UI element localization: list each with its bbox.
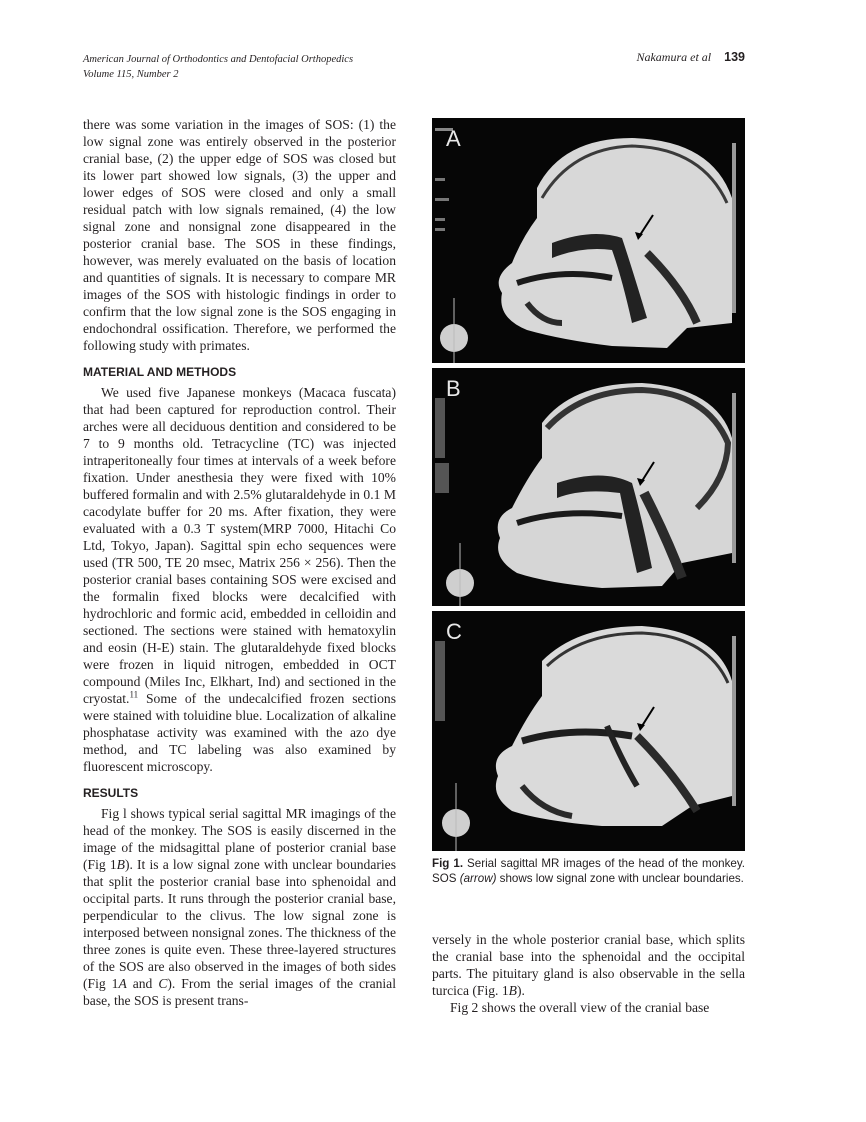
journal-title: American Journal of Orthodontics and Dentofacial Orthopedics <box>83 54 354 65</box>
results-text: ). From the serial images of the cranial base, the SOS is present trans- <box>83 976 396 1008</box>
section-heading-results: RESULTS <box>83 786 139 800</box>
journal-volume: Volume 115, Number 2 <box>83 69 179 80</box>
running-header-right <box>636 50 745 65</box>
section-heading-methods: MATERIAL AND METHODS <box>83 365 237 379</box>
results-paragraph <box>83 805 396 1009</box>
figure-ref-italic: C <box>158 976 168 991</box>
results-continuation <box>432 931 745 999</box>
mri-sagittal-image <box>432 611 745 851</box>
results-text: and <box>126 976 159 991</box>
figure-ref-italic: B <box>116 857 125 872</box>
reference-superscript: 11 <box>129 689 139 700</box>
figure-caption <box>432 856 745 886</box>
mri-panel-a <box>432 118 745 363</box>
body-text: ). <box>516 983 525 998</box>
panel-label: C <box>446 619 462 644</box>
mri-sagittal-image <box>432 368 745 606</box>
running-header-journal <box>83 52 353 82</box>
figure-ref-italic: B <box>508 983 517 998</box>
mri-panel-b <box>432 368 745 606</box>
methods-paragraph <box>83 384 396 775</box>
panel-label: A <box>446 126 461 151</box>
caption-label: Fig 1. <box>432 857 464 870</box>
caption-text: Serial sagittal MR images of the head of the monkey. SOS <box>432 857 745 885</box>
right-column <box>432 931 745 1016</box>
mri-sagittal-image <box>432 118 745 363</box>
author-name: Nakamura et al <box>636 50 712 64</box>
left-column <box>83 116 396 1009</box>
results-text: Fig l shows typical serial sagittal MR imagings of the head of the monkey. The SOS is easily discerned in the image of the midsagittal plane of posterior cranial base (Fig 1 <box>83 806 396 872</box>
fig2-paragraph: Fig 2 shows the overall view of the cranial base <box>450 1000 710 1015</box>
methods-text-a: We used five Japanese monkeys (Macaca fuscata) that had been captured for reproduction control. Their arches were all deciduous dentition and considered to be 7 to 9 months old. Tetracycline (TC) was injected intraperitoneally four times at intervals of a week before fixation. Under anesthesia they were fixed with 10% buffered formalin and with 2.5% glutaraldehyde in 0.1 M cacodylate buffer for 20 ms. After fixation, they were evaluated with a 0.3 T system(MRP 7000, Hitachi Co Ltd, Tokyo, Japan). Sagittal spin echo sequences were used (TR 500, TE 20 msec, Matrix 256 × 256). Then the posterior cranial bases containing SOS were excised and the formalin fixed blocks were decalcified with hydrochloric and formic acid, embedded in celloidin and sectioned. The sections were stained with hematoxylin and eosin (H-E) stain. The glutaraldehyde fixed blocks were frozen in liquid nitrogen, embedded in OCT compound (Miles Inc, Elkhart, Ind) and sectioned in the cryostat. <box>83 385 396 706</box>
caption-text: shows low signal zone with unclear boundaries. <box>496 872 744 885</box>
panel-label: B <box>446 376 461 401</box>
mri-panel-c <box>432 611 745 851</box>
methods-text-b: Some of the undecalcified frozen sections were stained with toluidine blue. Localization of alkaline phosphatase activity was examined with the azo dye method, and TC labeling was also examined by fluorescent microscopy. <box>83 691 396 774</box>
figure-ref-italic: A <box>118 976 127 991</box>
caption-italic: (arrow) <box>459 872 497 885</box>
results-text: ). It is a low signal zone with unclear boundaries that split the posterior cranial base into sphenoidal and occipital parts. It runs through the posterior cranial base, perpendicular to the clivus. The low signal zone is interposed between nonsignal zones. The thickness of the three zones is quite even. These three-layered structures of the SOS are also observed in the images of both sides (Fig 1 <box>83 857 397 991</box>
body-text: versely in the whole posterior cranial base, which splits the cranial base into the sphenoidal and the occipital parts. The pituitary gland is also observable in the sella turcica (Fig. 1 <box>432 932 745 998</box>
intro-paragraph: there was some variation in the images of SOS: (1) the low signal zone was entirely observed in the posterior cranial base, (2) the upper edge of SOS was closed but its lower part showed low signals, (3) the upper and lower edges of SOS were closed and only a small residual patch with low signals remained, (4) the low signal zone and nonsignal zone disappeared in the posterior cranial base. The SOS in these findings, however, was merely evaluated on the basis of location and quantities of signals. It is necessary to compare MR images of the SOS with histologic findings in order to confirm that the low signal zone is the SOS engaging in endochondral ossification. Therefore, we performed the following study with primates. <box>83 117 396 353</box>
page-number: 139 <box>724 50 745 64</box>
figure-1 <box>432 118 745 851</box>
